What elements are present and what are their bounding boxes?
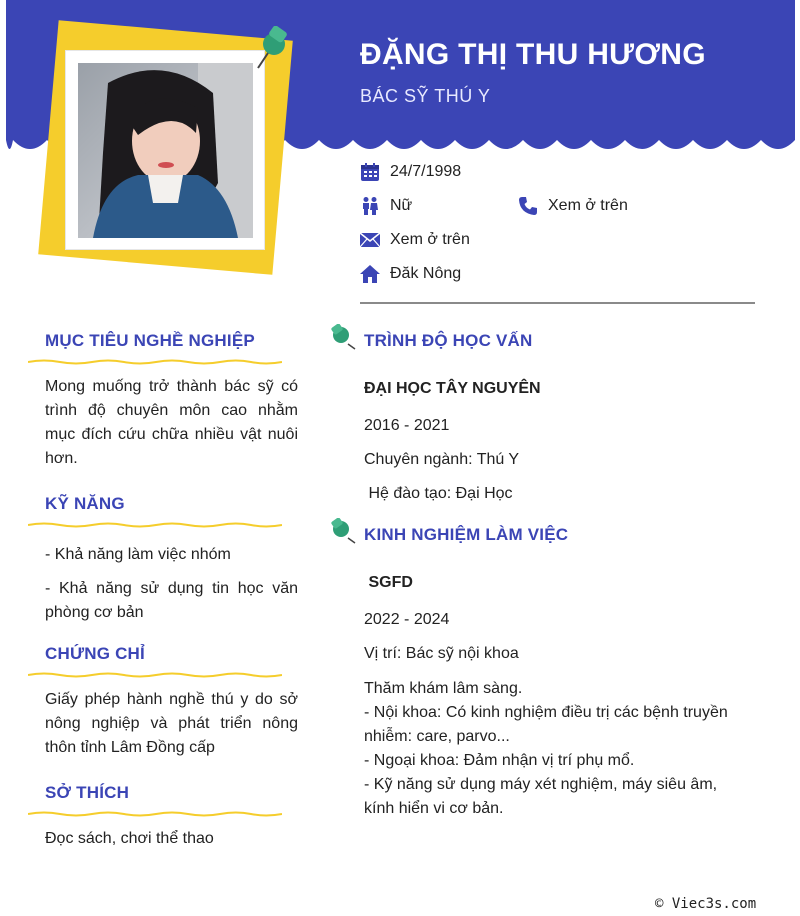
objective-text: Mong muống trở thành bác sỹ có trình độ chuyên môn cao nhằm mục đích cứu chữa nhiều vật nuôi hơn. [45, 378, 298, 467]
gender-row [360, 196, 412, 216]
gender-icon [360, 196, 380, 216]
pushpin-icon [330, 518, 356, 544]
copyright: © Viec3s.com [655, 896, 757, 912]
phone-row [518, 196, 628, 216]
pushpin-icon [330, 324, 356, 350]
experience-line: - Nội khoa: Có kinh nghiệm điều trị các bệnh truyền nhiễm: care, parvo... [364, 704, 728, 745]
certificates-text: Giấy phép hành nghề thú y do sở nông nghiệp và phát triển nông thôn tỉnh Lâm Đồng cấp [45, 691, 298, 756]
full-name: ĐẶNG THỊ THU HƯƠNG [360, 38, 706, 71]
divider [360, 302, 755, 304]
section-underline [28, 670, 282, 680]
experience-heading: KINH NGHIỆM LÀM VIỆC [364, 525, 569, 544]
dob-value: 24/7/1998 [390, 163, 462, 180]
home-icon [360, 264, 380, 284]
email-row [360, 230, 470, 250]
experience-line: Thăm khám lâm sàng. [364, 680, 523, 697]
experience-period: 2022 - 2024 [364, 611, 450, 628]
skill-item: - Khả năng sử dụng tin học văn phòng cơ bản [45, 580, 298, 621]
address-value: Đăk Nông [390, 265, 462, 282]
email-value: Xem ở trên [390, 231, 470, 248]
avatar [78, 63, 253, 238]
phone-icon [518, 196, 538, 216]
school-name: ĐẠI HỌC TÂY NGUYÊN [364, 380, 541, 397]
education-type: Hệ đào tạo: Đại Học [364, 485, 513, 502]
objective-heading: MỤC TIÊU NGHỀ NGHIỆP [45, 331, 255, 350]
skills-heading: KỸ NĂNG [45, 494, 125, 513]
experience-line: - Kỹ năng sử dụng máy xét nghiệm, máy siêu âm, kính hiển vi cơ bản. [364, 776, 718, 817]
address-row [360, 264, 461, 284]
experience-description [364, 677, 744, 821]
experience-position: Vị trí: Bác sỹ nội khoa [364, 645, 519, 662]
education-heading: TRÌNH ĐỘ HỌC VẤN [364, 331, 533, 350]
company-name: SGFD [364, 574, 413, 591]
education-period: 2016 - 2021 [364, 417, 450, 434]
pushpin-icon [250, 26, 290, 72]
hobbies-text: Đọc sách, chơi thể thao [45, 830, 214, 847]
dob-row [360, 162, 461, 182]
experience-line: - Ngoại khoa: Đảm nhận vị trí phụ mổ. [364, 752, 635, 769]
skill-item: - Khả năng làm việc nhóm [45, 546, 231, 563]
certificates-heading: CHỨNG CHỈ [45, 644, 145, 663]
section-underline [28, 357, 282, 367]
education-major: Chuyên ngành: Thú Y [364, 451, 520, 468]
job-title: BÁC SỸ THÚ Y [360, 86, 491, 106]
hobbies-heading: SỞ THÍCH [45, 783, 130, 802]
section-underline [28, 809, 282, 819]
calendar-icon [360, 162, 380, 182]
gender-value: Nữ [390, 197, 413, 214]
section-underline [28, 520, 282, 530]
envelope-icon [360, 230, 380, 250]
phone-value: Xem ở trên [548, 197, 628, 214]
